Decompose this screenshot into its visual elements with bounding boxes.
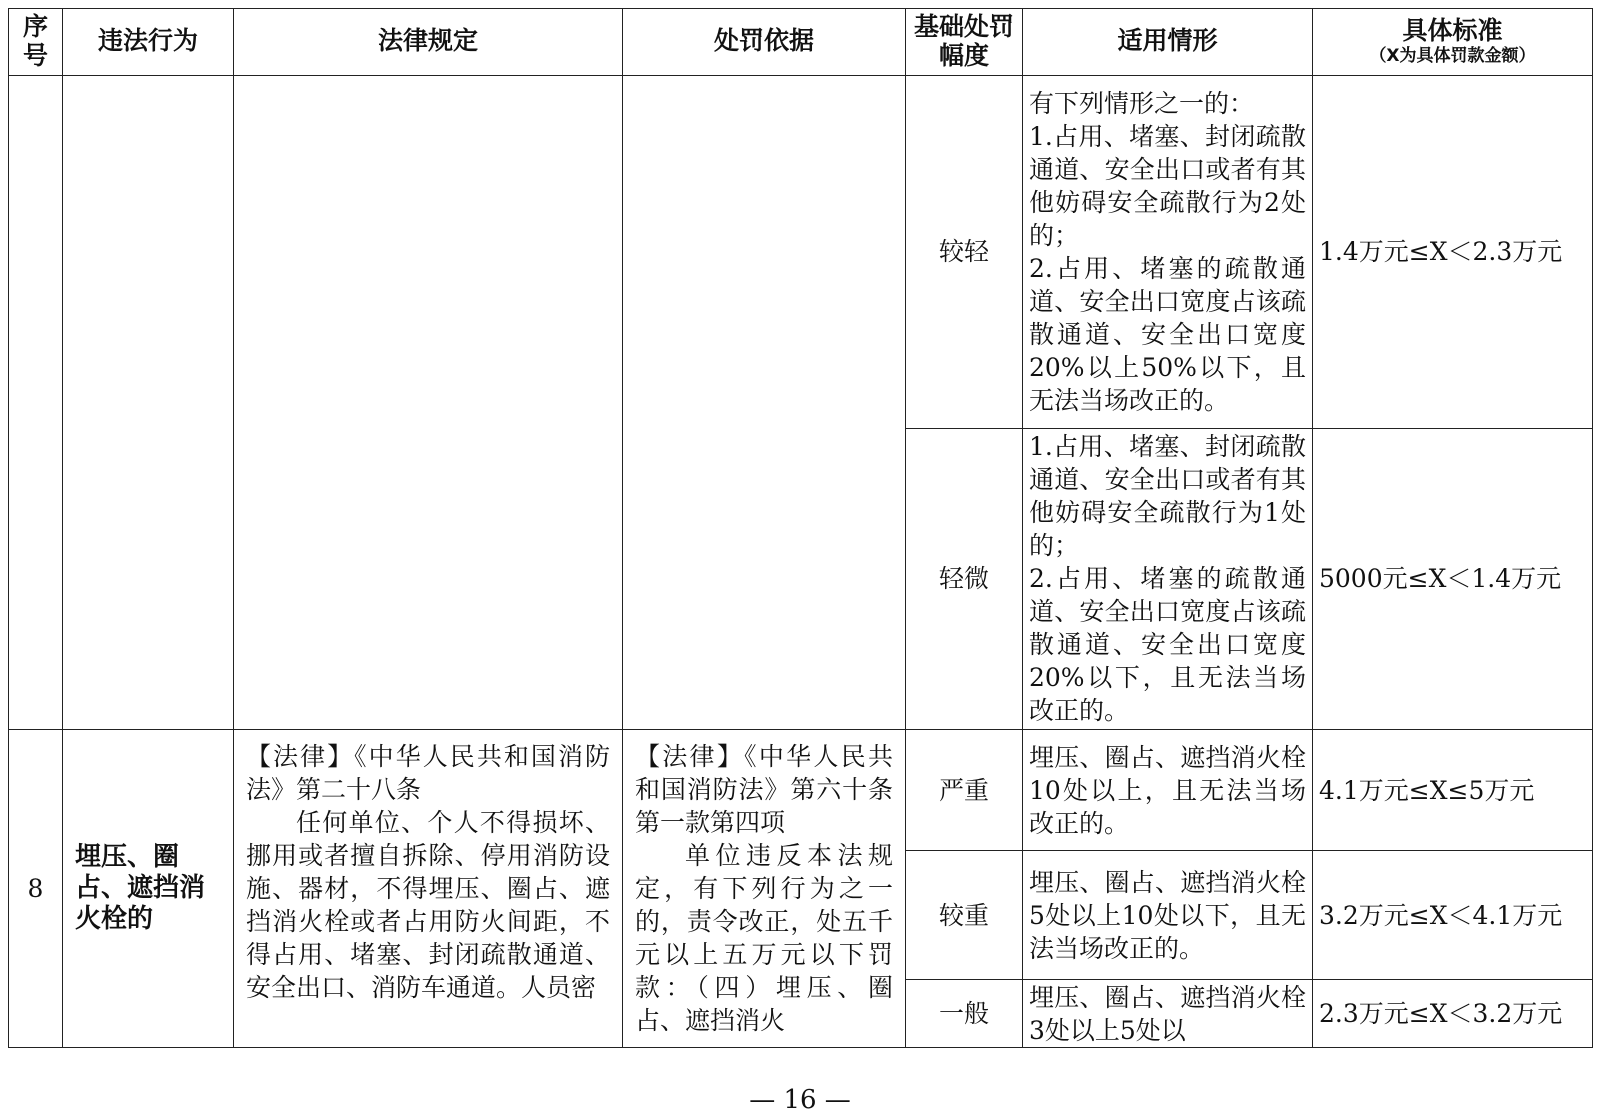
standard-cell: 3.2万元≤X＜4.1万元 — [1313, 851, 1593, 980]
header-range: 基础处罚幅度 — [906, 9, 1023, 76]
continued-basis-cell — [623, 75, 906, 729]
header-basis: 处罚依据 — [623, 9, 906, 76]
standard-cell: 2.3万元≤X＜3.2万元 — [1313, 980, 1593, 1048]
legal-provision-text: 任何单位、个人不得损坏、挪用或者擅自拆除、停用消防设施、器材，不得埋压、圈占、遮挡消火栓或者占用防火间距，不得占用、堵塞、封闭疏散通道、安全出口、消防车通道。人员密 — [246, 807, 610, 1002]
situation-cell: 埋压、圈占、遮挡消火栓10处以上，且无法当场改正的。 — [1023, 729, 1313, 850]
continued-seq-cell — [9, 75, 63, 729]
header-situation: 适用情形 — [1023, 9, 1313, 76]
situation-cell: 埋压、圈占、遮挡消火栓3处以上5处以 — [1023, 980, 1313, 1048]
header-law: 法律规定 — [234, 9, 623, 76]
violation-behavior: 埋压、圈占、遮挡消火栓的 — [63, 729, 234, 1047]
penalty-basis — [623, 729, 906, 1047]
range-cell: 一般 — [906, 980, 1023, 1048]
page-number: — 16 — — [749, 1085, 851, 1115]
penalty-basis-text: 单位违反本法规定，有下列行为之一的，责令改正，处五千元以上五万元以下罚款：（四）埋压、圈占、遮挡消火 — [635, 840, 893, 1035]
table-row — [9, 729, 1593, 850]
continued-law-cell — [234, 75, 623, 729]
header-behavior: 违法行为 — [63, 9, 234, 76]
range-cell: 较重 — [906, 851, 1023, 980]
table-row — [9, 75, 1593, 428]
header-seq: 序号 — [9, 9, 63, 76]
legal-provision — [234, 729, 623, 1047]
situation-cell: 有下列情形之一的： 1.占用、堵塞、封闭疏散通道、安全出口或者有其他妨碍安全疏散行为2处的； 2.占用、堵塞的疏散通道、安全出口宽度占该疏散通道、安全出口宽度20%以上50%以下，且无法当场改正的。 — [1023, 75, 1313, 428]
range-cell: 严重 — [906, 729, 1023, 850]
standard-cell: 4.1万元≤X≤5万元 — [1313, 729, 1593, 850]
standard-cell: 5000元≤X＜1.4万元 — [1313, 429, 1593, 730]
legal-provision-title: 【法律】《中华人民共和国消防法》第二十八条 — [246, 741, 610, 804]
range-cell: 较轻 — [906, 75, 1023, 428]
header-standard-subtitle: （X为具体罚款金额） — [1369, 46, 1536, 67]
table-header-row — [9, 9, 1593, 76]
penalty-basis-title: 【法律】《中华人民共和国消防法》第六十条第一款第四项 — [635, 741, 893, 837]
header-standard-title: 具体标准 — [1402, 15, 1503, 45]
row-seq-number: 8 — [9, 729, 63, 1047]
situation-cell: 埋压、圈占、遮挡消火栓5处以上10处以下，且无法当场改正的。 — [1023, 851, 1313, 980]
penalty-standards-table — [8, 8, 1593, 1048]
range-cell: 轻微 — [906, 429, 1023, 730]
continued-behavior-cell — [63, 75, 234, 729]
standard-cell: 1.4万元≤X＜2.3万元 — [1313, 75, 1593, 428]
situation-cell: 1.占用、堵塞、封闭疏散通道、安全出口或者有其他妨碍安全疏散行为1处的； 2.占用、堵塞的疏散通道、安全出口宽度占该疏散通道、安全出口宽度20%以下，且无法当场改正的。 — [1023, 429, 1313, 730]
header-standard — [1313, 9, 1593, 76]
